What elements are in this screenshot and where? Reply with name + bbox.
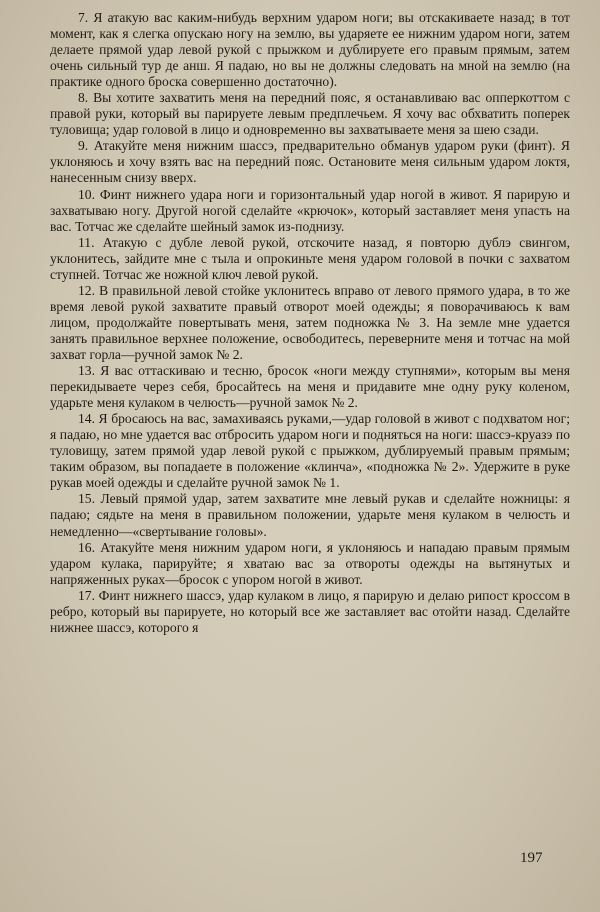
paragraph-10: 10. Финт нижнего удара ноги и горизонтальный удар ногой в живот. Я парирую и захватываю ногу. Другой ногой сделайте «крючок», который заставляет меня упасть на вас. Тотчас же сделайте шейный замок из-поднизу. — [50, 186, 570, 234]
paragraph-9: 9. Атакуйте меня нижним шассэ, предварительно обманув ударом руки (финт). Я уклоняюсь и хочу взять вас на передний пояс. Остановите меня сильным ударом локтя, нанесенным снизу вверх. — [50, 138, 570, 186]
paragraph-16: 16. Атакуйте меня нижним ударом ноги, я уклоняюсь и нападаю правым прямым ударом кулака, парируйте; я хватаю вас за отвороты одежды на вытянутых и напряженных руках—бросок с упором ногой в живот. — [50, 539, 570, 587]
paragraph-12: 12. В правильной левой стойке уклонитесь вправо от левого прямого удара, в то же время левой рукой захватите правый отворот моей одежды; я поворачиваюсь к вам лицом, продолжайте повертывать меня, затем подножка № 3. На земле мне удается занять правильное верхнее положение, освободитесь, переверните меня и тотчас на мой захват горла—ручной замок № 2. — [50, 282, 570, 362]
page-number: 197 — [520, 850, 543, 866]
paragraph-13: 13. Я вас оттаскиваю и тесню, бросок «ноги между ступнями», которым вы меня перекидываете через себя, бросайтесь на меня и придавите мне одну руку коленом, ударьте меня кулаком в челюсть—ручной замок № 2. — [50, 363, 570, 411]
paragraph-8: 8. Вы хотите захватить меня на передний пояс, я останавливаю вас опперкоттом с правой руки, который вы парируете левым предплечьем. Я хочу вас обхватить поперек туловища; удар головой в лицо и одновременно вы захватываете меня за шею сзади. — [50, 90, 570, 138]
body-text — [50, 10, 570, 636]
paragraph-17: 17. Финт нижнего шассэ, удар кулаком в лицо, я парирую и делаю рипост кроссом в ребро, который вы парируете, но который все же заставляет вас отойти назад. Сделайте нижнее шассэ, которого я — [50, 587, 570, 635]
paragraph-7: 7. Я атакую вас каким-нибудь верхним ударом ноги; вы отскакиваете назад; в тот момент, как я слегка опускаю ногу на землю, вы ударяете ее нижним ударом ноги, затем делаете прямой удар левой рукой с прыжком и дублируете его правым прямым, затем очень сильный тур де анш. Я падаю, но вы не должны следовать на мной на землю (на практике одного броска совершенно достаточно). — [50, 10, 570, 90]
paragraph-11: 11. Атакую с дубле левой рукой, отскочите назад, я повторю дублэ свингом, уклонитесь, зайдите мне с тыла и опрокиньте меня ударом головой в почки с захватом ступней. Тотчас же ножной ключ левой рукой. — [50, 234, 570, 282]
paragraph-14: 14. Я бросаюсь на вас, замахиваясь руками,—удар головой в живот с подхватом ног; я падаю, но мне удается вас отбросить ударом ноги и подняться на ноги: шассэ-круазэ по туловищу, затем прямой удар левой рукой с прыжком, дублируемый правым прямым; таким образом, вы попадаете в положение «клинча», «подножка № 2». Удержите в руке рукав моей одежды и сделайте ручной замок № 1. — [50, 411, 570, 491]
paragraph-15: 15. Левый прямой удар, затем захватите мне левый рукав и сделайте ножницы: я падаю; сядьте на меня в правильном положении, ударьте меня кулаком в челюсть и немедленно—«свертывание головы». — [50, 491, 570, 539]
